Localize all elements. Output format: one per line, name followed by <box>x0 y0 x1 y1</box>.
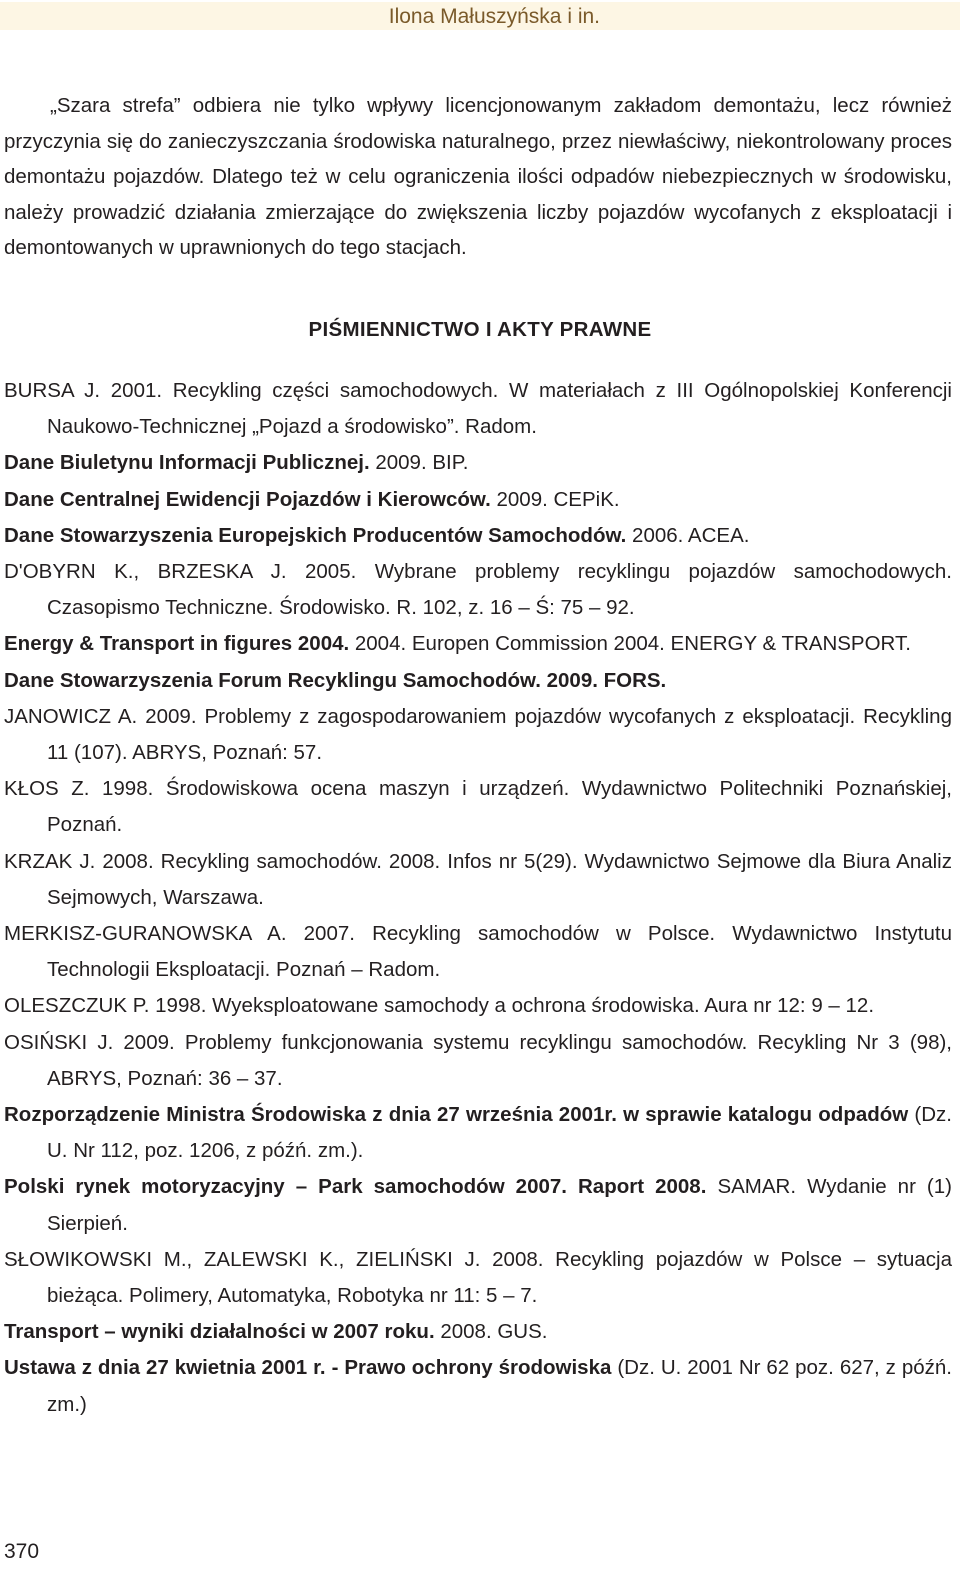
reference-bold: Dane Stowarzyszenia Forum Recyklingu Samochodów. 2009. FORS. <box>4 668 667 692</box>
reference-bold: Energy & Transport in figures 2004. <box>4 632 350 656</box>
reference-item <box>4 373 952 445</box>
reference-item <box>4 1169 952 1241</box>
reference-text: 2004. Europen Commission 2004. ENERGY & TRANSPORT. <box>349 632 911 656</box>
reference-bold: Dane Stowarzyszenia Europejskich Producentów Samochodów. <box>4 523 627 547</box>
reference-text: 2009. BIP. <box>369 451 469 475</box>
reference-item <box>4 1025 952 1097</box>
reference-item <box>4 518 952 554</box>
reference-item <box>4 482 952 518</box>
reference-text: OSIŃSKI J. 2009. Problemy funkcjonowania systemu recyklingu samochodów. Recykling Nr 3 (98), ABRYS, Poznań: 36 – 37. <box>4 1030 952 1090</box>
reference-item <box>4 554 952 626</box>
reference-item <box>4 988 952 1024</box>
page-header <box>0 2 960 30</box>
reference-text: (Dz. U. 2001 Nr 62 poz. 627, z późń. zm.) <box>47 1356 952 1416</box>
reference-bold: Polski rynek motoryzacyjny – Park samochodów 2007. Raport 2008. <box>4 1175 707 1199</box>
reference-item <box>4 844 952 916</box>
reference-list <box>4 373 952 1423</box>
reference-item <box>4 1314 952 1350</box>
reference-text: D'OBYRN K., BRZESKA J. 2005. Wybrane problemy recyklingu pojazdów samochodowych. Czasopismo Techniczne. Środowisko. R. 102, z. 16 – Ś: 75 – 92. <box>4 560 952 620</box>
reference-text: KRZAK J. 2008. Recykling samochodów. 2008. Infos nr 5(29). Wydawnictwo Sejmowe dla Biura Analiz Sejmowych, Warszawa. <box>4 849 952 909</box>
reference-item <box>4 1350 952 1422</box>
reference-bold: Ustawa z dnia 27 kwietnia 2001 r. - Prawo ochrony środowiska <box>4 1356 612 1380</box>
reference-item <box>4 1097 952 1169</box>
intro-section <box>4 88 952 266</box>
reference-text: BURSA J. 2001. Recykling części samochodowych. W materiałach z III Ogólnopolskiej Konferencji Naukowo-Technicznej „Pojazd a środowisko”. Radom. <box>4 379 952 439</box>
reference-text: SAMAR. Wydanie nr (1) Sierpień. <box>47 1175 952 1235</box>
reference-text: OLESZCZUK P. 1998. Wyeksploatowane samochody a ochrona środowiska. Aura nr 12: 9 – 12. <box>4 994 875 1018</box>
reference-text: KŁOS Z. 1998. Środowiskowa ocena maszyn i urządzeń. Wydawnictwo Politechniki Poznańskiej, Poznań. <box>4 777 952 837</box>
reference-bold: Transport – wyniki działalności w 2007 roku. <box>4 1320 435 1344</box>
reference-text: (Dz. U. Nr 112, poz. 1206, z późń. zm.). <box>47 1103 952 1163</box>
reference-item <box>4 1242 952 1314</box>
reference-bold: Dane Biuletynu Informacji Publicznej. <box>4 451 370 475</box>
intro-paragraph: „Szara strefa” odbiera nie tylko wpływy licencjonowanym zakładom demontażu, lecz również przyczynia się do zanieczyszczania środowiska naturalnego, przez niewłaściwy, niekontrolowany proces demontażu pojazdów. Dlatego też w celu ograniczenia ilości odpadów niebezpiecznych w środowisku, należy prowadzić działania zmierzające do zwiększenia liczby pojazdów wycofanych z eksploatacji i demontowanych w uprawnionych do tego stacjach. <box>4 94 952 259</box>
reference-item <box>4 771 952 843</box>
header-author: Ilona Małuszyńska i in. <box>388 5 600 28</box>
reference-item <box>4 916 952 988</box>
page-number: 370 <box>4 1540 40 1563</box>
reference-text: 2008. GUS. <box>434 1320 548 1344</box>
reference-item <box>4 699 952 771</box>
reference-text: MERKISZ-GURANOWSKA A. 2007. Recykling samochodów w Polsce. Wydawnictwo Instytutu Technologii Eksploatacji. Poznań – Radom. <box>4 922 952 982</box>
reference-text: JANOWICZ A. 2009. Problemy z zagospodarowaniem pojazdów wycofanych z eksploatacji. Recykling 11 (107). ABRYS, Poznań: 57. <box>4 704 952 765</box>
reference-bold: Rozporządzenie Ministra Środowiska z dnia 27 września 2001r. w sprawie katalogu odpadów <box>4 1103 909 1127</box>
reference-text: 2006. ACEA. <box>626 523 750 547</box>
reference-text: SŁOWIKOWSKI M., ZALEWSKI K., ZIELIŃSKI J. 2008. Recykling pojazdów w Polsce – sytuacja bieżąca. Polimery, Automatyka, Robotyka nr 11: 5 – 7. <box>4 1247 952 1308</box>
reference-item <box>4 663 952 699</box>
reference-bold: Dane Centralnej Ewidencji Pojazdów i Kierowców. <box>4 487 491 511</box>
reference-text: 2009. CEPiK. <box>490 487 620 511</box>
reference-item <box>4 626 952 662</box>
section-heading: PIŚMIENNICTWO I AKTY PRAWNE <box>308 318 652 341</box>
reference-item <box>4 445 952 481</box>
